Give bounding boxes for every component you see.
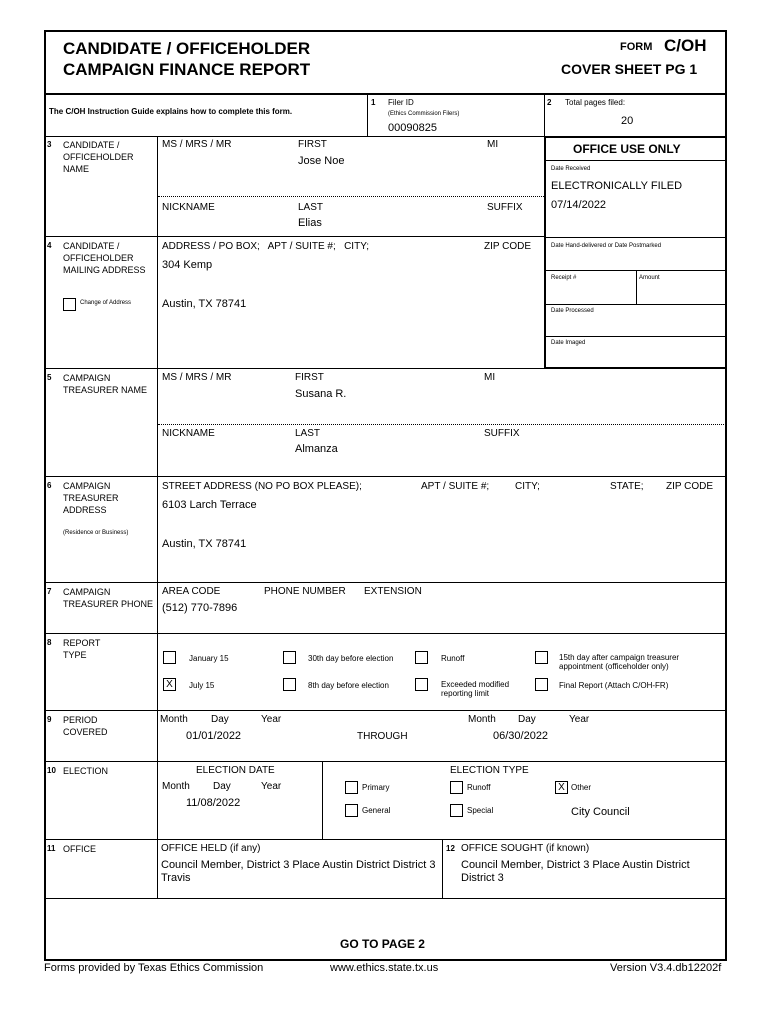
- form-word: FORM: [620, 41, 653, 53]
- election-primary-label: Primary: [362, 783, 390, 792]
- report-type-8th-day-label: 8th day before election: [308, 681, 389, 690]
- date-imaged-label: Date Imaged: [551, 340, 586, 346]
- treasurer-phone: (512) 770-7896: [162, 602, 238, 614]
- sec6-num: 6: [47, 481, 52, 490]
- sec3-first-label: FIRST: [298, 139, 327, 150]
- total-pages-label: Total pages filed:: [565, 98, 626, 107]
- office-held-value: Council Member, District 3 Place Austin District District 3 Travis: [161, 859, 436, 884]
- report-type-jul15-label: July 15: [189, 681, 215, 690]
- sec5-ms-label: MS / MRS / MR: [162, 372, 232, 383]
- treasurer-address-line1: 6103 Larch Terrace: [162, 499, 257, 511]
- footer-provider: Forms provided by Texas Ethics Commission: [44, 962, 264, 974]
- row-divider: [44, 633, 727, 634]
- sec3-nickname-label: NICKNAME: [162, 202, 215, 213]
- report-type-30th-day-checkbox[interactable]: [283, 651, 296, 664]
- date-received-label: Date Received: [551, 166, 591, 172]
- report-type-8th-day-checkbox[interactable]: [283, 678, 296, 691]
- sec11-label: OFFICE: [63, 844, 96, 854]
- candidate-last-name: Elias: [298, 217, 322, 229]
- sec6-apt-label: APT / SUITE #;: [421, 481, 490, 492]
- sec4-address-label: ADDRESS / PO BOX; APT / SUITE #; CITY;: [162, 241, 369, 252]
- sec9-day-label-2: Day: [518, 714, 536, 725]
- filer-id-value: 00090825: [388, 122, 437, 134]
- instruction-text: The C/OH Instruction Guide explains how to complete this form.: [49, 107, 293, 116]
- filing-status: ELECTRONICALLY FILED: [551, 180, 683, 192]
- label-column-divider: [157, 582, 158, 633]
- sec4-num: 4: [47, 241, 52, 250]
- form-title-line2: CAMPAIGN FINANCE REPORT: [63, 60, 311, 79]
- filer-id-sub: (Ethics Commission Filers): [388, 111, 460, 117]
- label-column-divider: [157, 136, 158, 368]
- header-divider: [44, 93, 727, 95]
- sec11-num: 11: [47, 844, 56, 853]
- row-divider: [44, 582, 727, 583]
- sec5-num: 5: [47, 373, 52, 382]
- treasurer-address-line2: Austin, TX 78741: [162, 538, 247, 550]
- report-type-runoff-label: Runoff: [441, 654, 465, 663]
- sec10-label: ELECTION: [63, 766, 109, 776]
- report-type-final-checkbox[interactable]: [535, 678, 548, 691]
- sec12-num: 12: [446, 844, 455, 853]
- go-to-page-2: GO TO PAGE 2: [340, 937, 425, 951]
- total-pages-value: 20: [621, 115, 634, 127]
- election-general-label: General: [362, 806, 391, 815]
- sec5-suffix-label: SUFFIX: [484, 428, 520, 439]
- sec9-day-label: Day: [211, 714, 229, 725]
- sec6-sub: (Residence or Business): [63, 530, 129, 536]
- sec4-zip-label: ZIP CODE: [484, 241, 532, 252]
- label-column-divider: [157, 476, 158, 582]
- divider: [322, 761, 323, 839]
- label-column-divider: [157, 839, 158, 898]
- sec8-num: 8: [47, 638, 52, 647]
- row-divider: [44, 476, 727, 477]
- sec3-num: 3: [47, 140, 52, 149]
- sec3-last-label: LAST: [298, 202, 324, 213]
- sec7-label: CAMPAIGN TREASURER PHONE: [63, 587, 154, 609]
- sec4-label: CANDIDATE / OFFICEHOLDER MAILING ADDRESS: [63, 241, 146, 275]
- report-type-exceeded-limit-checkbox[interactable]: [415, 678, 428, 691]
- report-type-final-label: Final Report (Attach C/OH-FR): [559, 681, 669, 690]
- election-runoff-checkbox[interactable]: [450, 781, 463, 794]
- report-type-15th-day-label: 15th day after campaign treasurer appointment (officeholder only): [559, 653, 680, 671]
- label-column-divider: [157, 633, 158, 710]
- sec7-phone-label: PHONE NUMBER: [264, 586, 346, 597]
- sec6-label: CAMPAIGN TREASURER ADDRESS: [63, 481, 119, 515]
- mailing-address-line1: 304 Kemp: [162, 259, 213, 271]
- footer-website: www.ethics.state.tx.us: [330, 962, 439, 974]
- election-date-label: ELECTION DATE: [196, 765, 275, 776]
- candidate-first-name: Jose Noe: [298, 155, 345, 167]
- sec6-street-label: STREET ADDRESS (NO PO BOX PLEASE);: [162, 481, 362, 492]
- date-received-value: 07/14/2022: [551, 199, 607, 211]
- divider: [636, 270, 637, 304]
- office-use-title: OFFICE USE ONLY: [573, 142, 681, 156]
- divider: [367, 95, 368, 136]
- election-other-label: Other: [571, 783, 592, 792]
- sec5-last-label: LAST: [295, 428, 321, 439]
- row-divider: [546, 237, 726, 238]
- change-of-address-checkbox[interactable]: [63, 298, 76, 311]
- election-type-label: ELECTION TYPE: [450, 765, 529, 776]
- change-of-address-label: Change of Address: [80, 300, 132, 306]
- row-divider: [44, 368, 727, 369]
- form-code: C/OH: [664, 36, 707, 55]
- sec7-area-label: AREA CODE: [162, 586, 221, 597]
- sec9-month-label: Month: [160, 714, 188, 725]
- row-divider: [44, 761, 727, 762]
- date-processed-label: Date Processed: [551, 308, 594, 314]
- sec10-month-label: Month: [162, 781, 190, 792]
- report-type-jul15-checkbox[interactable]: X: [163, 678, 176, 691]
- footer-version: Version V3.4.db12202f: [610, 962, 722, 974]
- election-runoff-label: Runoff: [467, 783, 491, 792]
- election-special-label: Special: [467, 806, 494, 815]
- sec3-ms-label: MS / MRS / MR: [162, 139, 232, 150]
- divider: [544, 95, 545, 136]
- period-end-date: 06/30/2022: [493, 730, 549, 742]
- sec5-first-label: FIRST: [295, 372, 324, 383]
- period-through: THROUGH: [357, 731, 408, 742]
- hand-delivered-label: Date Hand-delivered or Date Postmarked: [551, 243, 662, 249]
- report-type-15th-day-checkbox[interactable]: [535, 651, 548, 664]
- sec9-year-label-2: Year: [569, 714, 590, 725]
- period-start-date: 01/01/2022: [186, 730, 242, 742]
- treasurer-first-name: Susana R.: [295, 388, 347, 400]
- amount-label: Amount: [639, 275, 660, 281]
- mailing-address-line2: Austin, TX 78741: [162, 298, 247, 310]
- label-column-divider: [157, 761, 158, 839]
- row-divider: [44, 710, 727, 711]
- election-special-checkbox[interactable]: [450, 804, 463, 817]
- sec9-label: PERIOD COVERED: [63, 715, 108, 737]
- sec3-suffix-label: SUFFIX: [487, 202, 523, 213]
- report-type-exceeded-limit-label: Exceeded modified reporting limit: [441, 680, 510, 698]
- report-type-jan15-label: January 15: [189, 654, 229, 663]
- sec6-city-label: CITY;: [515, 481, 540, 492]
- label-column-divider: [157, 710, 158, 761]
- election-general-checkbox[interactable]: [345, 804, 358, 817]
- sec7-num: 7: [47, 587, 52, 596]
- receipt-label: Receipt #: [551, 275, 577, 281]
- row-divider: [546, 336, 726, 337]
- sec3-mi-label: MI: [487, 139, 499, 150]
- dotted-divider: [158, 424, 726, 425]
- election-date-value: 11/08/2022: [186, 797, 241, 809]
- report-type-30th-day-label: 30th day before election: [308, 654, 394, 663]
- sec5-mi-label: MI: [484, 372, 496, 383]
- sec7-ext-label: EXTENSION: [364, 586, 422, 597]
- label-column-divider: [157, 368, 158, 476]
- report-type-jan15-checkbox[interactable]: [163, 651, 176, 664]
- election-other-checkbox[interactable]: X: [555, 781, 568, 794]
- election-primary-checkbox[interactable]: [345, 781, 358, 794]
- row-divider: [44, 898, 727, 899]
- treasurer-last-name: Almanza: [295, 443, 338, 455]
- dotted-divider: [158, 196, 544, 197]
- sec10-day-label: Day: [213, 781, 231, 792]
- row-divider: [546, 160, 726, 161]
- filer-id-num: 1: [371, 98, 376, 107]
- sec10-year-label: Year: [261, 781, 282, 792]
- sec3-label: CANDIDATE / OFFICEHOLDER NAME: [63, 140, 134, 174]
- divider: [442, 839, 443, 898]
- sec9-num: 9: [47, 715, 52, 724]
- filer-id-label: Filer ID: [388, 98, 414, 107]
- sec8-label: REPORT TYPE: [63, 638, 101, 660]
- sec6-zip-label: ZIP CODE: [666, 481, 714, 492]
- office-held-label: OFFICE HELD (if any): [161, 843, 261, 854]
- office-sought-label: OFFICE SOUGHT (if known): [461, 843, 590, 854]
- election-other-value: City Council: [571, 806, 630, 818]
- sec9-year-label: Year: [261, 714, 282, 725]
- sec6-state-label: STATE;: [610, 481, 644, 492]
- total-pages-num: 2: [547, 98, 552, 107]
- sec10-num: 10: [47, 766, 56, 775]
- cover-sheet-label: COVER SHEET PG 1: [561, 61, 698, 77]
- row-divider: [44, 236, 546, 237]
- form-title-line1: CANDIDATE / OFFICEHOLDER: [63, 39, 311, 58]
- report-type-runoff-checkbox[interactable]: [415, 651, 428, 664]
- row-divider: [44, 839, 727, 840]
- sec5-nickname-label: NICKNAME: [162, 428, 215, 439]
- office-sought-value: Council Member, District 3 Place Austin District District 3: [461, 859, 690, 884]
- row-divider: [546, 304, 726, 305]
- sec9-month-label-2: Month: [468, 714, 496, 725]
- sec5-label: CAMPAIGN TREASURER NAME: [63, 373, 148, 395]
- row-divider: [44, 136, 546, 137]
